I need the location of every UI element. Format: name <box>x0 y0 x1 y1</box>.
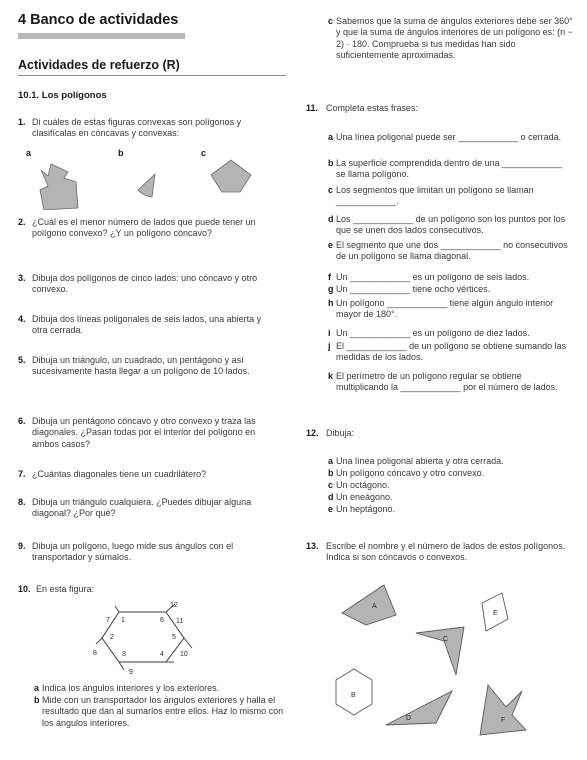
exercise-10-c: c Sabemos que la suma de ángulos exteriores debe ser 360° y que la suma de ángulos interiores de un polígono es: (n − 2) · 180. Comprueba si tus medidas han sido suficientemente aproximadas. <box>328 16 573 61</box>
exercise-11-d: d Los ____________ de un polígono son los puntos por los que se unen dos lados consecutivos. <box>328 214 566 236</box>
exercise-1: 1. Di cuáles de estas figuras convexas son polígonos y clasifícalas en cóncavas y convexas: <box>18 117 273 140</box>
shape-label-c: C <box>443 636 449 643</box>
angle-label-1: 1 <box>121 617 125 624</box>
exercise-10-b: b Mide con un transportador los ángulos exteriores y halla el resultado que dan al sumarlos entre ellos. Haz lo mismo con los ángulos interiores. <box>34 695 284 728</box>
exercise-12: 12. Dibuja: <box>306 428 355 438</box>
angle-label-2: 2 <box>110 634 114 641</box>
exercise-12-b: b Un polígono cóncavo y otro convexo. <box>328 468 485 478</box>
angle-label-4: 4 <box>160 651 164 658</box>
exercise-11-h: h Un polígono ____________ tiene algún ángulo interior mayor de 180°. <box>328 298 554 320</box>
angle-label-8: 8 <box>93 650 97 657</box>
figure-b-circular-sector <box>138 174 155 197</box>
exercise-7: 7. ¿Cuántas diagonales tiene un cuadrilátero? <box>18 469 207 479</box>
figure-c-convex-polygon <box>211 160 251 192</box>
shape-label-a: A <box>372 603 377 610</box>
shape-f <box>480 685 526 735</box>
shape-label-b: B <box>351 692 356 699</box>
angle-label-12: 12 <box>170 602 178 609</box>
shape-a <box>342 585 396 625</box>
angle-label-7: 7 <box>106 617 110 624</box>
exercise-9: 9. Dibuja un polígono, luego mide sus ángulos con el transportador y súmalos. <box>18 541 234 563</box>
shape-label-e: E <box>493 610 498 617</box>
shape-d <box>386 691 452 725</box>
exercise-10: 10. En esta figura: <box>18 584 95 594</box>
exercise-10-a: a Indica los ángulos interiores y los exteriores. <box>34 683 220 693</box>
figure-label-a: a <box>26 148 32 158</box>
exercise-11: 11. Completa estas frases: <box>306 103 419 113</box>
figure-label-c: c <box>201 148 207 158</box>
exercise-11-g: g Un ____________ tiene ocho vértices. <box>328 284 491 294</box>
shape-label-d: D <box>406 715 412 722</box>
exercise-12-a: a Una línea poligonal abierta y otra cerrada. <box>328 456 504 466</box>
exercise-8: 8. Dibuja un triángulo cualquiera. ¿Puedes dibujar alguna diagonal? ¿Por qué? <box>18 497 252 519</box>
exercise-11-b: b La superficie comprendida dentro de una ____________ se llama polígono. <box>328 158 563 180</box>
exercise-12-d: d Un eneágono. <box>328 492 393 502</box>
subsection-heading: 10.1. Los polígonos <box>18 90 107 101</box>
exercise-11-j: j El ____________ de un polígono se obtiene sumando las medidas de los lados. <box>328 341 567 363</box>
page-title: 4 Banco de actividades <box>18 12 179 28</box>
shape-c <box>416 627 464 675</box>
angle-label-3: 3 <box>122 651 126 658</box>
exercise-11-e: e El segmento que une dos ____________ no consecutivos de un polígono se llama diagonal. <box>328 240 568 262</box>
angle-label-10: 10 <box>180 651 188 658</box>
exercise-11-c: c Los segmentos que limitan un polígono se llaman ____________. <box>328 185 534 207</box>
exercise-11-a: a Una línea poligonal puede ser ____________ o cerrada. <box>328 132 562 142</box>
exercise-13-shapes <box>306 575 574 745</box>
exercise-1-figures <box>18 150 286 210</box>
exercise-2: 2. ¿Cuál es el menor número de lados que puede tener un polígono convexo? ¿Y un polígono cóncavo? <box>18 217 256 239</box>
exercise-13: 13. Escribe el nombre y el número de lados de estos polígonos. Indica si son cóncavos o convexos. <box>306 541 566 563</box>
exercise-1-text: Di cuáles de estas figuras convexas son polígonos y clasifícalas en cóncavas y convexas: <box>32 117 242 139</box>
exercise-4: 4. Dibuja dos líneas poligonales de seis lados, una abierta y otra cerrada. <box>18 314 262 336</box>
figure-label-b: b <box>118 148 124 158</box>
angle-label-6: 6 <box>160 617 164 624</box>
exercise-10-hexagon-figure <box>88 598 218 678</box>
angle-label-9: 9 <box>129 669 133 676</box>
exercise-3: 3. Dibuja dos polígonos de cinco lados: uno cóncavo y otro convexo. <box>18 273 258 295</box>
angle-label-11: 11 <box>176 618 184 625</box>
exercise-11-i: i Un ____________ es un polígono de diez lados. <box>328 328 530 338</box>
exercise-12-e: e Un heptágono. <box>328 504 396 514</box>
angle-label-5: 5 <box>172 634 176 641</box>
exercise-12-c: c Un octágono. <box>328 480 390 490</box>
section-heading: Actividades de refuerzo (R) <box>18 58 180 72</box>
shape-label-f: F <box>501 717 506 724</box>
exercise-11-k: k El perímetro de un polígono regular se obtiene multiplicando la ____________ por el número de lados. <box>328 371 558 393</box>
title-underline-bar <box>18 33 185 39</box>
section-divider <box>18 75 286 76</box>
exercise-11-f: f Un ____________ es un polígono de seis lados. <box>328 272 530 282</box>
exercise-6: 6. Dibuja un pentágono cóncavo y otro convexo y traza las diagonales. ¿Pasan todas por el interior del polígono en ambos casos? <box>18 416 256 449</box>
exercise-5: 5. Dibuja un triángulo, un cuadrado, un pentágono y así sucesivamente hasta llegar a un polígono de 10 lados. <box>18 355 250 377</box>
figure-a-irregular-shape <box>40 164 78 210</box>
